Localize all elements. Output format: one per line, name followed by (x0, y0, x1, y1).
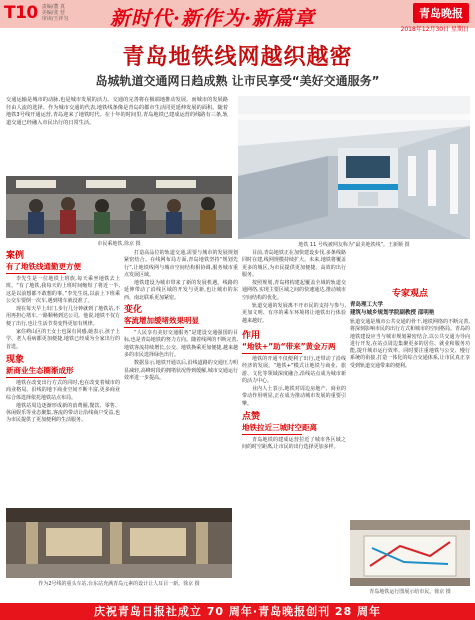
section-subtitle: 客流增加缓堵效果明显 (124, 316, 199, 326)
expert-name (350, 301, 470, 317)
paragraph: “人民享有美好交通服务”是建设交通强国的目标,也是青岛地铁的努力方向。随着线网的不断完善,地铁客流持续增长,公交、地铁换乘更加便捷,越来越多的市民选择绿色出行。 (124, 330, 238, 358)
photo-route-map (350, 520, 470, 586)
expert-opinion-box (350, 286, 470, 370)
paragraph: 目前,青岛地铁正在加快建设步伐,多条线路同时在建,线网规模持续扩大。未来,地铁将覆盖更多的城区,为市民提供更加便捷、高效的出行服务。 (242, 250, 346, 278)
section-title: 案例 (6, 251, 25, 261)
section-divider (6, 377, 66, 378)
page-code-block (4, 3, 68, 23)
photo-caption: 市民乘地铁,徐京 摄 (97, 241, 141, 247)
page-header (0, 0, 475, 33)
section-title: 现象 (6, 354, 25, 365)
paragraph: 现在每天早上出门,步行几分钟就到了地铁站,不用再担心堵车,一路顺畅到达公司。他说,地铁不仅方便了出行,也让生活节奏变得更加有规律。 (6, 306, 120, 327)
paragraph: 地铁在改变出行方式的同时,也在改变着城市的商业格局。沿线的地下商业空间不断丰富,更多商业综合体选择依托地铁站点布局。 (6, 379, 120, 401)
section-divider (6, 273, 66, 274)
article-column-1 (6, 250, 120, 426)
section-title: 点赞 (242, 412, 261, 423)
paragraph: 青岛地铁的建成运营拉近了城市各区域之间的时空距离,让市民的出行选择更加多样。 (242, 437, 346, 451)
paragraph: 地铁站周边逐渐形成新的消费圈,餐饮、零售、休闲娱乐等业态聚集,客流的带动让沿线商户受益,也为市民提供了更加便利的生活服务。 (6, 402, 120, 424)
page-code: T10 (4, 3, 38, 23)
paragraph: 轨道交通的发展离不开市民的支持与参与,更加文明、有序的乘车环境将让地铁出行体验越来越好。 (242, 303, 346, 324)
section-subtitle: “地铁+”助“带来”黄金万两 (242, 342, 336, 351)
editor-line: 责编/董 真 (41, 4, 66, 10)
article-intro: 交通运输是城市的动脉,也是城市发展的活力。交通的完善将在极端地推动发展。而城市的发展路径由人流的选择。作为城市交通的代表,地铁线条像是青岛的都市生活同更延伸发展的面积。随着地铁3号线开通运营,青岛迎来了地铁时代。在十年的时间里,青岛地铁已建成运营的线路有三条,轨道交通已经融入市民出行的日常生活。 (6, 97, 228, 126)
issue-date: 2018年12月30日 星期日 (400, 26, 469, 33)
paragraph: 业内人士表示,地铁对周边房地产、商业的带动作用明显,正在成为推动城市发展的重要引擎。 (242, 386, 346, 407)
article-headline: 青岛地铁线网越织越密 (122, 45, 353, 70)
paragraph: 李先生是一位地铁上班族,每天乘坐地铁去上班。“有了地铁,我每天的上班时间缩短了将近一半,这是以前想都不敢想的事。”李先生说,以前上下班乘公交车要倒一次车,遇到堵车就没准了。 (6, 276, 120, 304)
section-divider (242, 353, 302, 354)
article-subheadline: 岛城轨道交通网日趋成熟 让市民享受“美好交通服务” (95, 74, 380, 88)
section-title: 变化 (124, 305, 143, 316)
expert-title: 建筑与城乡规划学院副教授 邵明艳 (350, 310, 435, 316)
article-column-3-lower (242, 330, 346, 453)
paragraph: 数据显示,地铁开通以后,沿线道路的交通压力明显减轻,高峰时段的拥堵状况得到缓解,城市交通运行效率进一步提高。 (124, 360, 238, 381)
expert-text: 轨道交通是城市公共交通的骨干,地铁网络的不断完善,将深刻影响市民的出行方式和城市的空间格局。青岛的地铁建设应当与城市规划紧密结合,以公共交通为导向进行开发,在站点周边集聚更多的居住、就业和服务功能,提升城市运行效率。同时要注重地铁与公交、慢行系统的衔接,打造一体化的综合交通体系,让市民真正享受到轨道交通带来的便利。 (350, 319, 471, 369)
section-subtitle: 新商业生态圈渐成形 (6, 365, 74, 375)
editor-line: 美编/张 营 (41, 10, 66, 16)
paragraph: 打造高品位的轨道交通,需要与城市的发展规划紧密结合。在线网布局方面,青岛地铁坚持“规划先行”,让地铁线网与城市空间结构相协调,服务城市重点发展区域。 (124, 250, 238, 278)
section-subtitle: 地铁拉近三城时空距离 (242, 423, 317, 433)
photo-station-interior (6, 508, 232, 578)
photo-commuters (6, 176, 232, 238)
editor-line: 审读/王祥匀 (41, 16, 69, 22)
masthead (401, 2, 469, 33)
header-slogan: 新时代·新作为·新篇章 (110, 6, 315, 30)
section-subtitle: 有了地铁线通勤更方便 (6, 262, 81, 271)
expert-label: 专家观点 (391, 289, 428, 299)
paper-logo: 青岛晚报 (413, 3, 469, 23)
photo-caption: 地铁 11 号线被网友称为“最美地铁线”。王新顺 摄 (298, 242, 410, 248)
paragraph: 地铁建设为城市带来了新的发展机遇。线路的延伸带动了沿线区域的开发与更新,也让城市的东西、南北联系更加紧密。 (124, 280, 238, 301)
photo-caption: 青岛地铁运行图展示给市民。徐京 摄 (369, 589, 451, 595)
paragraph: 家住崂山区的王女士也深有同感,她表示,孩子上学、老人看病都更加便捷,地铁已经成为全家出行的首选。 (6, 329, 120, 350)
section-divider (124, 327, 184, 328)
section-title: 作用 (242, 331, 261, 341)
article-column-3 (242, 250, 346, 326)
page-footer-banner: 庆祝青岛日报社成立 70 周年·青岛晚报创刊 28 周年 (0, 603, 475, 620)
photo-metro-train (238, 96, 470, 239)
expert-affiliation: 青岛理工大学 (350, 302, 384, 308)
photo-caption: 作为2号线的重头车站,台东站充满青岛元素的设计让人耳目一新。徐京 摄 (38, 581, 200, 587)
paragraph: 地铁的开通不仅便利了出行,还带动了沿线经济的发展。“地铁+”模式让地铁与商业、旅游、文化等领域深度融合,沿线站点成为城市新的活力中心。 (242, 356, 346, 384)
paragraph: 按照规划,青岛将构建起覆盖全域的轨道交通网络,实现主要区域之间的快速通达,推动城市空间结构的优化。 (242, 280, 346, 301)
section-divider (242, 434, 302, 435)
article-column-2 (124, 250, 238, 383)
editor-credits (42, 4, 69, 22)
